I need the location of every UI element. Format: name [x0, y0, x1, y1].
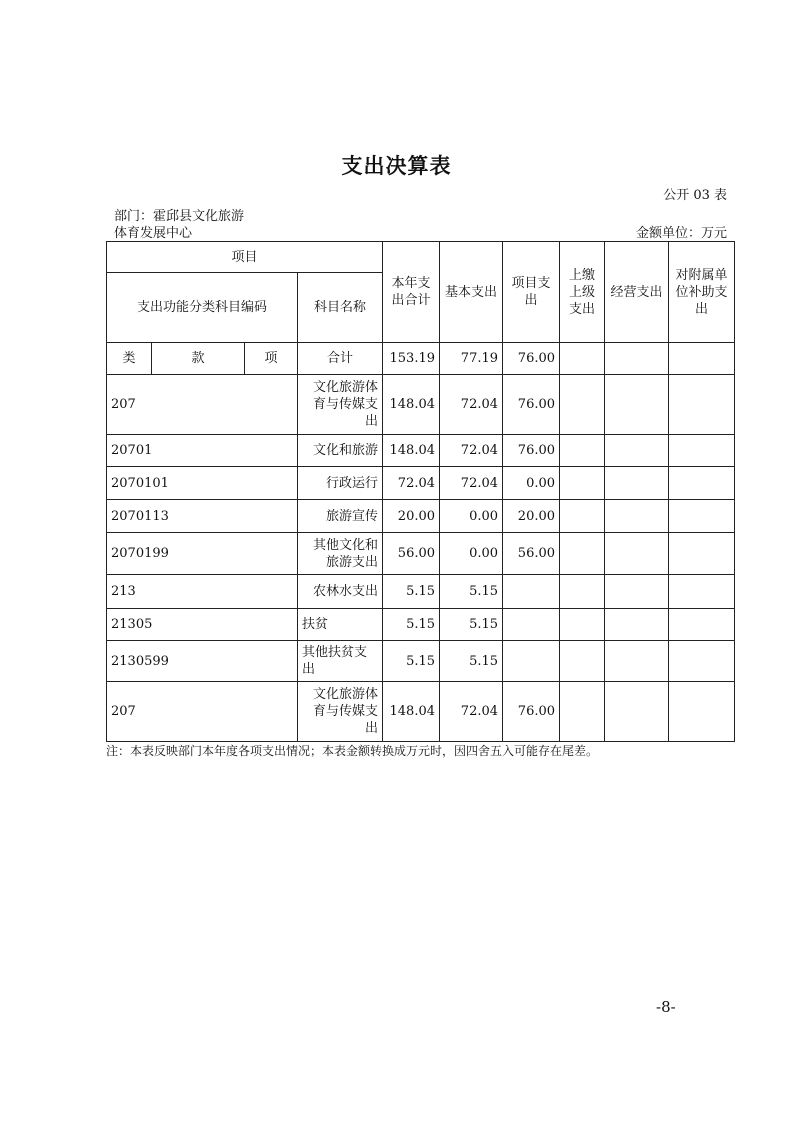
row-basic: 0.00	[440, 533, 503, 575]
row-code: 20701	[107, 435, 298, 467]
row-total: 72.04	[383, 467, 440, 500]
row-code: 207	[107, 375, 298, 435]
form-number: 公开 03 表	[663, 188, 727, 203]
row-name: 文化和旅游	[298, 435, 383, 467]
row-project: 76.00	[503, 435, 560, 467]
row-project: 0.00	[503, 467, 560, 500]
page-number: -8-	[656, 998, 676, 1016]
table-row	[107, 375, 735, 435]
table-row	[107, 682, 735, 742]
table-row	[107, 533, 735, 575]
department-line-2: 体育发展中心	[114, 226, 193, 241]
row-code: 2070101	[107, 467, 298, 500]
row-total: 56.00	[383, 533, 440, 575]
sum-project: 76.00	[503, 343, 560, 375]
row-code: 21305	[107, 609, 298, 641]
row-project	[503, 609, 560, 641]
expenditure-table	[106, 241, 735, 742]
row-name: 农林水支出	[298, 575, 383, 609]
row-basic: 72.04	[440, 467, 503, 500]
header-subsidy: 对附属单位补助支出	[669, 242, 735, 343]
row-code: 213	[107, 575, 298, 609]
header-project: 项目	[107, 242, 383, 273]
table-row	[107, 467, 735, 500]
row-project: 56.00	[503, 533, 560, 575]
header-xiang: 项	[245, 343, 298, 375]
row-basic: 72.04	[440, 435, 503, 467]
row-total: 148.04	[383, 682, 440, 742]
row-project: 20.00	[503, 500, 560, 533]
header-business: 经营支出	[605, 242, 669, 343]
row-basic: 5.15	[440, 575, 503, 609]
sum-basic: 77.19	[440, 343, 503, 375]
amount-unit: 金额单位：万元	[635, 226, 727, 241]
row-name: 扶贫	[298, 609, 383, 641]
header-basic: 基本支出	[440, 242, 503, 343]
header-function-code: 支出功能分类科目编码	[107, 273, 298, 343]
row-project: 76.00	[503, 375, 560, 435]
table-note: 注：本表反映部门本年度各项支出情况；本表金额转换成万元时，因四舍五入可能存在尾差。	[106, 744, 599, 758]
table-row	[107, 575, 735, 609]
sum-total: 153.19	[383, 343, 440, 375]
row-name: 旅游宣传	[298, 500, 383, 533]
row-name: 文化旅游体育与传媒支出	[298, 682, 383, 742]
table-row	[107, 500, 735, 533]
row-project	[503, 575, 560, 609]
row-name: 行政运行	[298, 467, 383, 500]
row-name: 文化旅游体育与传媒支出	[298, 375, 383, 435]
row-total: 148.04	[383, 375, 440, 435]
department-line-1: 部门：霍邱县文化旅游	[114, 209, 245, 224]
row-code: 207	[107, 682, 298, 742]
row-total: 5.15	[383, 641, 440, 682]
table-row	[107, 641, 735, 682]
row-name: 其他文化和旅游支出	[298, 533, 383, 575]
row-total: 148.04	[383, 435, 440, 467]
row-total: 5.15	[383, 609, 440, 641]
sum-label: 合计	[298, 343, 383, 375]
header-project-expenditure: 项目支出	[503, 242, 560, 343]
row-basic: 5.15	[440, 609, 503, 641]
row-basic: 5.15	[440, 641, 503, 682]
page-title: 支出决算表	[341, 154, 452, 178]
header-upper-level: 上缴上级支出	[560, 242, 605, 343]
row-basic: 72.04	[440, 375, 503, 435]
row-code: 2070199	[107, 533, 298, 575]
row-project	[503, 641, 560, 682]
header-kuan: 款	[152, 343, 245, 375]
table-row	[107, 435, 735, 467]
row-basic: 0.00	[440, 500, 503, 533]
row-name: 其他扶贫支出	[298, 641, 383, 682]
row-code: 2070113	[107, 500, 298, 533]
header-total: 本年支出合计	[383, 242, 440, 343]
row-total: 5.15	[383, 575, 440, 609]
header-lei: 类	[107, 343, 152, 375]
header-subject-name: 科目名称	[298, 273, 383, 343]
row-code: 2130599	[107, 641, 298, 682]
table-row	[107, 609, 735, 641]
row-basic: 72.04	[440, 682, 503, 742]
row-total: 20.00	[383, 500, 440, 533]
row-project: 76.00	[503, 682, 560, 742]
